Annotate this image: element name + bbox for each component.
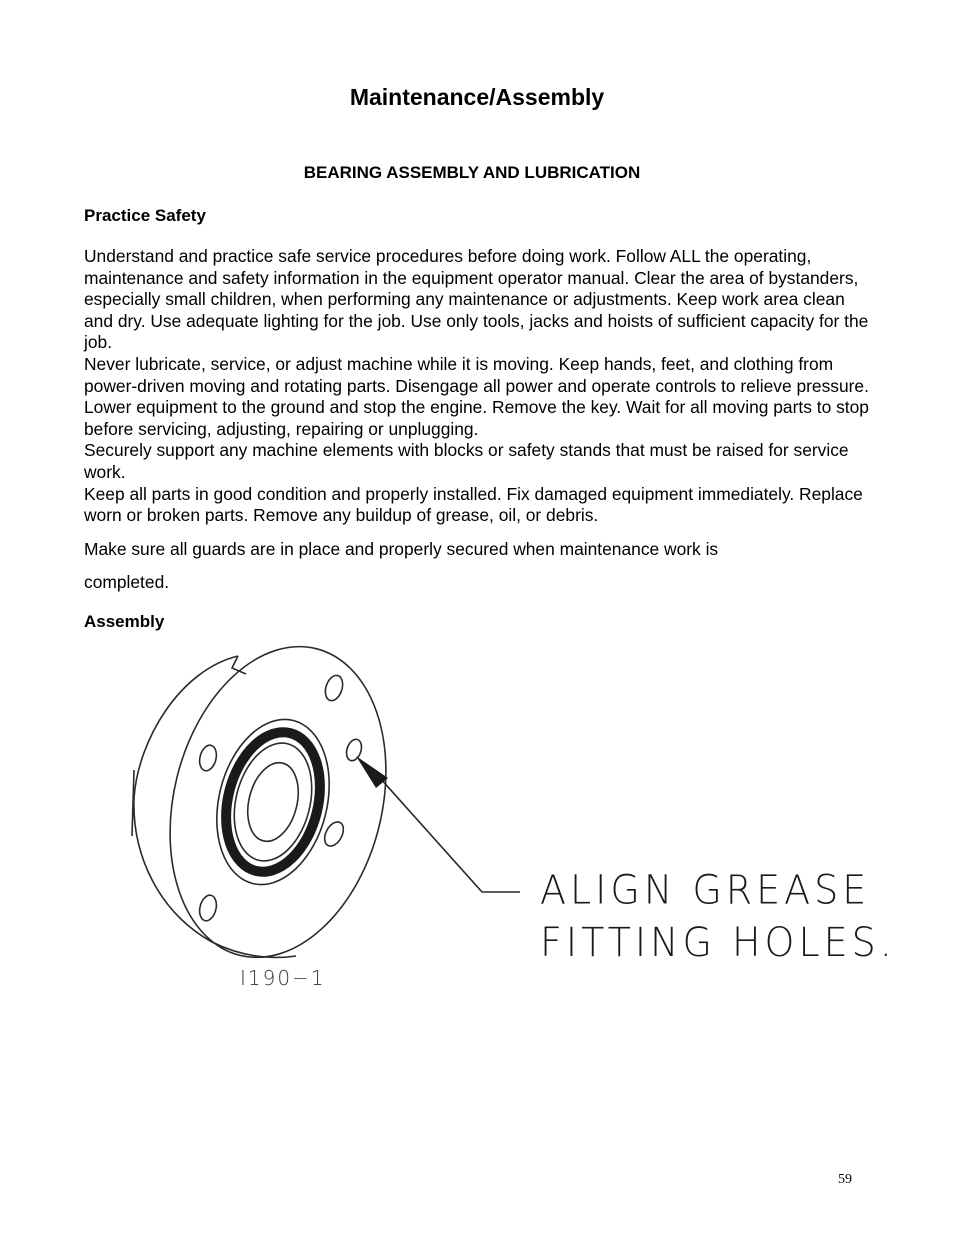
safety-paragraph-1: Understand and practice safe service procedures before doing work. Follow ALL the operating, maintenance and safety information in the equipment operator manual. Clear the area of bystanders, especially small children, when performing any maintenance or adjustments. Keep work area clean and dry. Use adequate lighting for the job. Use only tools, jacks and hoists of sufficient capacity for the job. — [84, 246, 869, 353]
grease-fitting-hole — [344, 737, 364, 762]
safety-paragraph-2: Never lubricate, service, or adjust machine while it is moving. Keep hands, feet, and clothing from power-driven moving and rotating parts. Disengage all power and operate controls to relieve pressure. Lower equipment to the ground and stop the engine. Remove the key. Wait for all moving parts to stop before servicing, adjusting, repairing or unplugging. — [84, 353, 869, 439]
seal-ring — [212, 722, 334, 882]
callout-line-1: ALIGN GREASE — [540, 866, 871, 913]
page-number: 59 — [838, 1172, 852, 1187]
bolt-hole — [322, 673, 345, 703]
practice-safety-heading: Practice Safety — [84, 206, 206, 225]
safety-paragraph-3: Securely support any machine elements with blocks or safety stands that must be raised for service work. — [84, 440, 849, 482]
housing-seam — [132, 770, 134, 836]
safety-paragraph-5: Make sure all guards are in place and properly secured when maintenance work is completed. — [84, 539, 719, 592]
flange-outline — [139, 630, 417, 980]
callout-text — [540, 864, 896, 969]
inner-bore — [240, 757, 306, 846]
safety-text-block — [84, 246, 874, 527]
arrow-head-icon — [356, 756, 388, 788]
bearing-assembly-figure — [120, 630, 896, 1010]
bolt-hole — [197, 893, 219, 922]
page-title: Maintenance/Assembly — [349, 84, 605, 110]
callout-line-2: FITTING HOLES. — [540, 919, 896, 966]
safety-paragraph-4: Keep all parts in good condition and properly installed. Fix damaged equipment immediately. Replace worn or broken parts. Remove any buildup of grease, oil, or debris. — [84, 483, 863, 526]
bolt-hole — [321, 819, 347, 849]
assembly-heading: Assembly — [84, 612, 165, 631]
figure-id: I190−1 — [240, 966, 326, 990]
bolt-hole — [197, 743, 219, 772]
callout-leader-line — [380, 778, 520, 892]
section-title: BEARING ASSEMBLY AND LUBRICATION — [303, 163, 641, 182]
